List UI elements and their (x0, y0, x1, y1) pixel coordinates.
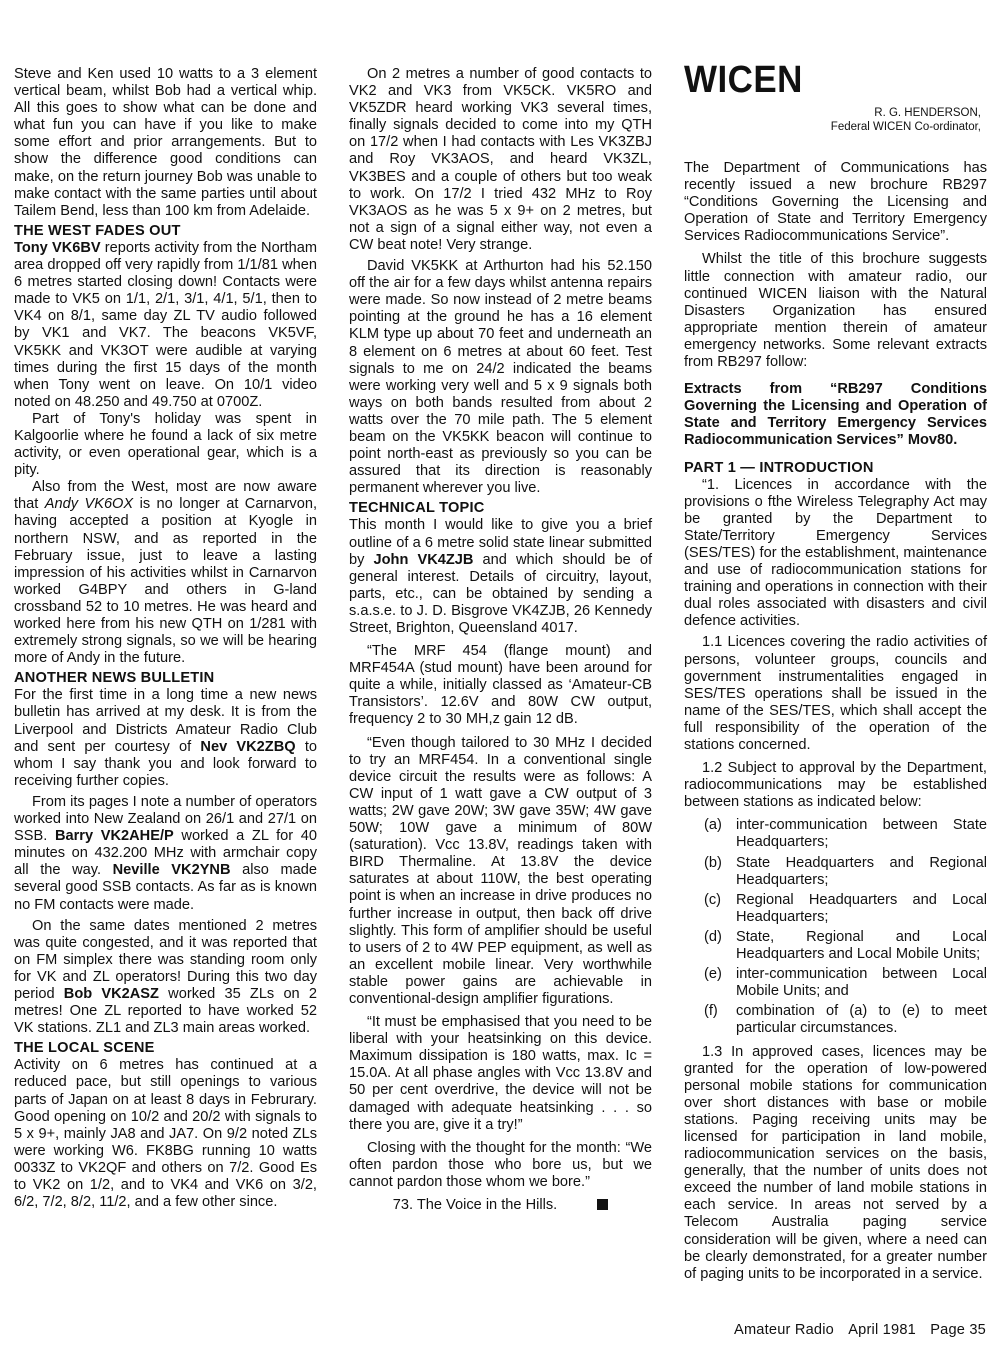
callsign: Barry VK2AHE/P (54, 828, 174, 845)
list-item-text: Regional Headquarters and Local Headquarters; (736, 891, 987, 925)
paragraph-text: to whom I say thank you and look forward to receiving further copies. (14, 738, 317, 789)
list-item (684, 929, 987, 963)
paragraph: On 2 metres a number of good contacts to VK2 and VK3 from VK5CK. VK5RO and VK5ZDR heard working VK3 several times, finally signals decided to come into my QTH on 17/2 when I had contacts with Les VK3ZBJ and Roy VK3AOS, and heard VK3ZL, VK3BES and a couple of others but too weak to work. On 17/2 I tried 432 MHz to Roy VK3AOS as he was 5 x 9+ on 2 metres, but not a sign of a signal either way, not even a CW beat note! Very strange. (349, 66, 652, 253)
paragraph (14, 240, 317, 411)
list-item (684, 855, 987, 889)
list-item (684, 1003, 987, 1037)
paragraph-text: On the same dates mentioned 2 metres was quite congested, and it was reported that on FM simplex there was standing room only for VK and ZL operators! During this two day period (14, 917, 317, 1002)
paragraph-text: is no longer at Carnarvon, having accepted a position at Kyogle in northern NSW, and as reported in the February issue, just to leave a lasting impression of his activities whilst in Carnarvon worked G4BPY and others in G-land crossband 52 to 10 metres. He was heard and worked here from his new QTH on 1/281 with extremely strong signals, so we will be hearing more of Andy in the future. (14, 496, 317, 667)
section-heading: ANOTHER NEWS BULLETIN (14, 670, 215, 687)
paragraph: Part of Tony's holiday was spent in Kalgoorlie where he found a lack of six metre activity, or even operational gear, which is a pity. (14, 410, 317, 479)
list-item-text: inter-communication between State Headquarters; (736, 817, 987, 851)
paragraph: “The MRF 454 (flange mount) and MRF454A (stud mount) have been around for quite a while, initially classed as ‘Amateur-CB Transistors’. 12.6V and 80W CW output, frequency 2 to 30 MH,z gain 12 dB. (349, 643, 652, 728)
publication-name: Amateur Radio (734, 1322, 834, 1338)
sign-off-text: 73. The Voice in the Hills. (392, 1197, 558, 1213)
list-item-label: (f) (704, 1003, 718, 1020)
list-item-text: State Headquarters and Regional Headquarters; (736, 854, 987, 888)
paragraph (14, 794, 317, 914)
sign-off (349, 1197, 652, 1214)
list-item-label: (b) (704, 854, 722, 871)
column-1 (14, 66, 317, 1211)
author-name: R. G. HENDERSON, (874, 107, 981, 119)
paragraph-text: From its pages I note a number of operators worked into New Zealand on 26/1 and 27/1 on SSB. (14, 793, 317, 845)
paragraph: “1. Licences in accordance with the provisions o fthe Wireless Telegraphy Act may be granted by the Department to State/Territory Emergency Services (SES/TES) for the establishment, maintenance and use of radiocommunication stations for training and operations in connection with their dual roles associated with disasters and civil defence activities. (684, 476, 987, 630)
extract-heading: Extracts from “RB297 Conditions Governing the Licensing and Operation of State and Territory Emergency Services Radiocommunication Services” Mov80. (684, 381, 987, 449)
author-role: Federal WICEN Co-ordinator, (830, 121, 981, 133)
list-item-text: State, Regional and Local Headquarters and Local Mobile Units; (736, 928, 987, 963)
list-item (684, 966, 987, 1000)
callsign: Neville VK2YNB (112, 862, 231, 879)
paragraph: 1.3 In approved cases, licences may be granted for the operation of low-powered personal mobile stations for communication over short distances with base or mobile stations. Paging receiving units may be licensed for participation in land mobile, radiocommunication services on the basis, generally, that the number of units does not exceed the number of land mobile stations in each service. In areas not served by a Telecom Australia paging service consideration will be given, where a need can be clearly demonstrated, for a greater number of paging units to be incorporated in a service. (684, 1043, 987, 1282)
paragraph-text: worked a ZL for 40 minutes on 432.200 MHz with armchair copy all the way. (14, 828, 318, 879)
paragraph-text: reports activity from the Northam area dropped off very rapidly from 1/1/81 when 6 metres started closing down! Contacts were made to VK5 on 1/1, 2/1, 3/1, 4/1, 5/1, then to VK4 on 8/1, same day ZL TV audio followed by VK1 and VK7. The beacons VK5VF, VK5KK and VK3OT were audible at varying times during the first 15 days of the month when Tony went on leave. On 10/1 video noted on 48.250 and 49.750 at 0700Z. (14, 239, 317, 410)
paragraph: Whilst the title of this brochure suggests little connection with amateur radio, our continued WICEN liaison with the Natural Disasters Organization has ensured appropriate mention therein of amateur emergency networks. Some relevant extracts from RB297 follow: (684, 251, 987, 371)
section-heading: THE LOCAL SCENE (14, 1040, 155, 1057)
paragraph: David VK5KK at Arthurton had his 52.150 off the air for a few days whilst antenna repairs were made. So now instead of 2 metre beams pointing at the ground he has a 16 element KLM type up about 70 feet and underneath an 8 element on 6 metres at about 60 feet. Test signals to me on 24/2 indicated the beams were working very well and 5 x 9 signals both ways on both bands resulted from about 2 watts over the 70 mile path. The 5 element beam on the VK5KK beacon will continue to point north-east as previously so you can be assured that its direction is reasonably permanent wherever you live. (349, 258, 652, 497)
callsign: Nev VK2ZBQ (200, 738, 296, 755)
section-heading: THE WEST FADES OUT (14, 222, 181, 239)
byline (684, 106, 987, 134)
column-3 (684, 60, 987, 1283)
list-item-label: (e) (704, 966, 722, 983)
paragraph-text: This month I would like to give you a brief outline of a 6 metre solid state linear submitted by (349, 517, 652, 568)
paragraph: The Department of Communications has recently issued a new brochure RB297 “Conditions Governing the Licensing and Operation of State and Territory Emergency Services Radiocommunications Service”. (684, 160, 987, 245)
paragraph: Steve and Ken used 10 watts to a 3 element vertical beam, whilst Bob had a vertical whip. All this goes to show what can be done and what fun you can have if you like to make some effort and prior arrangements. But to show the difference good conditions can make, on the return journey Bob was unable to make contact with the same parties until about Tailem Bend, less than 100 km from Adelaide. (14, 66, 317, 219)
callsign: John VK4ZJB (373, 551, 474, 568)
paragraph (349, 517, 652, 637)
paragraph: Activity on 6 metres has continued at a reduced pace, but still openings to various parts of Japan on at least 8 days in Februrary. Good opening on 10/2 and 20/2 with signals to 5 x 9+, mainly JA8 and JA7. On 9/2 noted ZLs were working W6. FK8BG running 10 watts 0033Z to VK2QF and others on 7/2. Good Es to VK2 on 1/2, and to VK4 and VK6 on 3/2, 6/2, 7/2, 8/2, 11/2, and a few other since. (14, 1057, 317, 1211)
section-heading: TECHNICAL TOPIC (349, 500, 485, 517)
list-item-label: (a) (704, 817, 722, 834)
page-number: Page 35 (930, 1322, 986, 1338)
paragraph-text: worked 35 ZLs on 2 metres! One ZL reported to have worked 52 VK stations. ZL1 and ZL3 main areas worked. (14, 985, 318, 1037)
callsign: Tony VK6BV (14, 239, 101, 256)
paragraph-text: Also from the West, most are now aware that (14, 479, 317, 513)
list-item (684, 817, 987, 851)
list-item-label: (d) (704, 928, 722, 945)
paragraph (14, 918, 317, 1038)
paragraph-text: also made several good SSB contacts. As far as is known no FM contacts were made. (14, 862, 318, 913)
list-item (684, 892, 987, 926)
section-heading: PART 1 — INTRODUCTION (684, 459, 874, 476)
column-2 (349, 66, 652, 1214)
list-item-text: inter-communication between Local Mobile Units; and (736, 966, 987, 1000)
paragraph (14, 687, 317, 790)
list-item-label: (c) (704, 891, 722, 908)
paragraph: Closing with the thought for the month: “We often pardon those who bore us, but we cannot pardon those whom we bore.” (349, 1139, 652, 1190)
callsign: Bob VK2ASZ (63, 985, 159, 1002)
issue-date: April 1981 (848, 1322, 916, 1338)
paragraph-text: and which should be of general interest. Details of circuitry, layout, parts, etc., can be obtained by sending a s.a.s.e. to J. D. Bisgrove VK4ZJB, 26 Kennedy Street, Brighton, Queensland 4017. (349, 551, 653, 636)
paragraph (14, 479, 317, 667)
end-mark-icon (597, 1199, 608, 1210)
paragraph: 1.2 Subject to approval by the Department, radiocommunications may be established between stations as indicated below: (684, 760, 987, 811)
article-title: WICEN (684, 59, 803, 101)
paragraph: 1.1 Licences covering the radio activities of persons, volunteer groups, councils and government instrumentalities engaged in SES/TES operations shall be issued in the name of the SES/TES, which shall accept the full responsibility of the operation of the stations concerned. (684, 634, 987, 753)
list-item-text: combination of (a) to (e) to meet particular circumstances. (736, 1003, 987, 1037)
paragraph: “It must be emphasised that you need to be liberal with your heatsinking on this device. Maximum dissipation is 180 watts, max. Ic = 15.0A. At all phase angles with Vcc 13.8V and 50 per cent overdrive, the device will not be damaged with adequate heatsinking . . . so there you are, give it a try!” (349, 1014, 652, 1133)
paragraph-text: For the first time in a long time a new news bulletin has arrived at my desk. It is from the Liverpool and Districts Amateur Radio Club and sent per courtesy of (14, 687, 317, 755)
station-list (684, 817, 987, 1037)
callsign: Andy VK6OX (44, 496, 134, 513)
page-footer (724, 1322, 986, 1338)
paragraph: “Even though tailored to 30 MHz I decided to try an MRF454. In a conventional single device circuit the results were as follows: A CW input of 1 watt gave a CW output of 3 watts; 2W gave 20W; 3W gave 35W; 4W gave 50W; 10W gave a minimum of 80W (saturation). Vcc 13.8V, readings taken with BIRD Thermaline. At 13.8V the device saturates at about 110W, the best operating point is when an increase in drive produces no further increase in output, then back off drive slightly. This form of amplifier should be useful to users of 2 to 4W PEP equipment, as well as an excellent mobile linear. Very worthwhile stable power gains are achievable in conventional-design amplifier figurations. (349, 734, 652, 1007)
